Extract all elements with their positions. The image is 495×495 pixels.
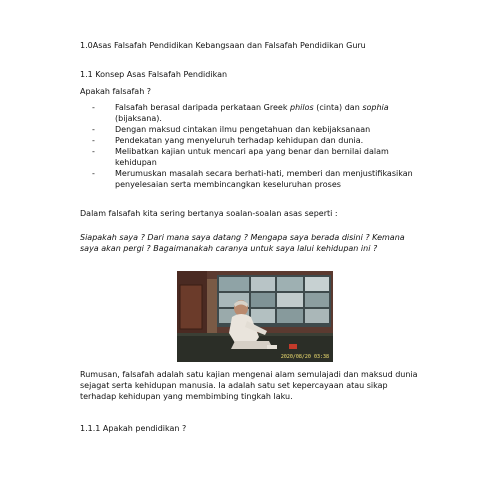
question-heading: Apakah falsafah ?: [80, 87, 152, 96]
list-item-text: Falsafah berasal daripada perkataan Greek philos (cinta) dan sophia (bijaksana).: [115, 103, 389, 123]
list-item-text: Dengan maksud cintakan ilmu pengetahuan dan kebijaksanaan: [115, 125, 371, 134]
list-dash: -: [92, 169, 95, 178]
list-item: [80, 124, 420, 135]
word-philos: philos: [290, 103, 314, 112]
main-heading: 1.0Asas Falsafah Pendidikan Kebangsaan dan Falsafah Pendidikan Guru: [80, 41, 366, 50]
list-dash: -: [92, 147, 95, 156]
photo-illustration: [177, 271, 333, 362]
word-sophia: sophia: [362, 103, 389, 112]
questions-intro-paragraph: Dalam falsafah kita sering bertanya soalan-soalan asas seperti :: [80, 209, 338, 218]
definition-paragraph: Rumusan, falsafah adalah satu kajian mengenai alam semulajadi dan maksud dunia sejagat serta kehidupan manusia. Ia adalah satu set kepercayaan atau sikap terhadap kehidupan yang membimbing tingkah laku.: [80, 370, 418, 401]
section-heading-1-1: 1.1 Konsep Asas Falsafah Pendidikan: [80, 70, 228, 79]
list-dash: -: [92, 136, 95, 145]
list-item: [80, 135, 420, 146]
photo-man-kneeling: [177, 271, 333, 362]
questions-paragraph: Siapakah saya ? Dari mana saya datang ? Mengapa saya berada disini ? Kemana saya akan pergi ? Bagaimanakah caranya untuk saya lalui kehidupan ini ?: [80, 233, 405, 253]
list-item: [80, 146, 420, 168]
list-dash: -: [92, 103, 95, 112]
list-item-text: Melibatkan kajian untuk mencari apa yang benar dan bernilai dalam kehidupan: [115, 147, 389, 167]
list-dash: -: [92, 125, 95, 134]
list-item: [80, 168, 420, 190]
section-heading-1-1-1: 1.1.1 Apakah pendidikan ?: [80, 424, 187, 433]
photo-timestamp: 2020/08/20 03:38: [280, 354, 329, 360]
list-item-text: Pendekatan yang menyeluruh terhadap kehidupan dan dunia.: [115, 136, 364, 145]
definition-list: [80, 102, 420, 190]
list-item: [80, 102, 420, 124]
list-item-text: Merumuskan masalah secara berhati-hati, memberi dan menjustifikasikan penyelesaian serta membincangkan keseluruhan proses: [115, 169, 413, 189]
